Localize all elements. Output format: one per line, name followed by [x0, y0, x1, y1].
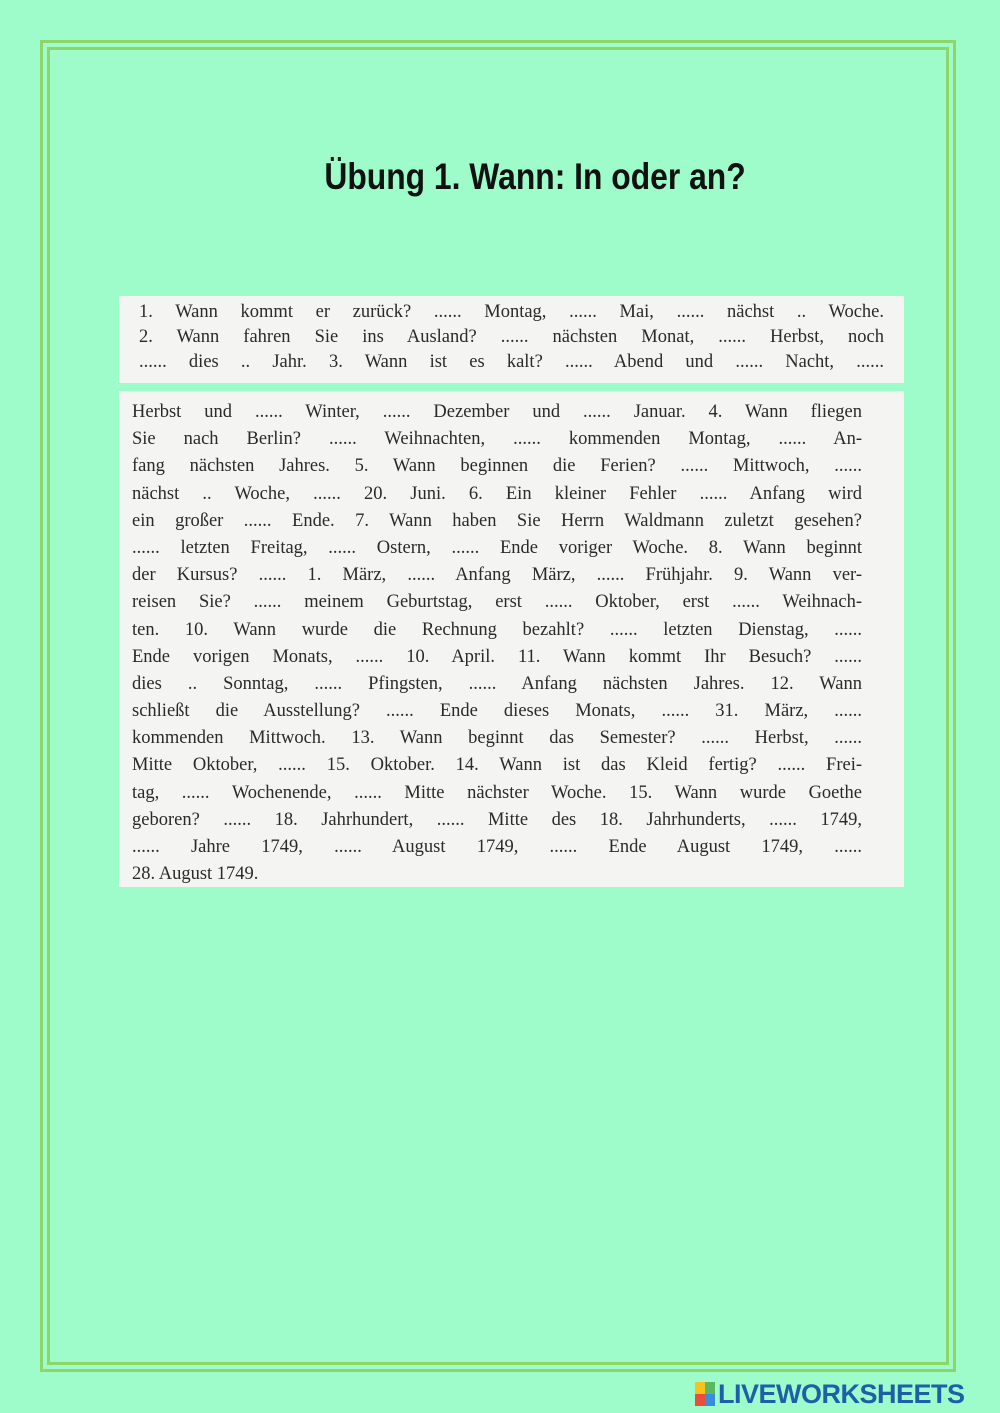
exercise-line: 28. August 1749.: [132, 864, 259, 885]
exercise-line: kommenden Mittwoch. 13. Wann beginnt das Semester? ...... Herbst, ......: [132, 728, 862, 749]
exercise-line: reisen Sie? ...... meinem Geburtstag, erst ...... Oktober, erst ...... Weihnach-: [132, 592, 862, 613]
exercise-line: tag, ...... Wochenende, ...... Mitte nächster Woche. 15. Wann wurde Goethe: [132, 782, 862, 803]
exercise-line: ...... dies .. Jahr. 3. Wann ist es kalt? ...... Abend und ...... Nacht, ......: [139, 352, 884, 372]
exercise-line: Mitte Oktober, ...... 15. Oktober. 14. Wann ist das Kleid fertig? ...... Frei-: [132, 755, 862, 776]
logo-square-blue: [705, 1394, 715, 1406]
exercise-line: 1. Wann kommt er zurück? ...... Montag, ...... Mai, ...... nächst .. Woche.: [139, 302, 884, 322]
exercise-line: geboren? ...... 18. Jahrhundert, ...... Mitte des 18. Jahrhunderts, ...... 1749,: [132, 809, 862, 830]
exercise-line: ten. 10. Wann wurde die Rechnung bezahlt? ...... letzten Dienstag, ......: [132, 619, 862, 640]
exercise-line: Herbst und ...... Winter, ...... Dezember und ...... Januar. 4. Wann fliegen: [132, 402, 862, 422]
exercise-scan-part-1: [119, 296, 904, 383]
exercise-line: der Kursus? ...... 1. März, ...... Anfang März, ...... Frühjahr. 9. Wann ver-: [132, 565, 862, 586]
exercise-line: Ende vorigen Monats, ...... 10. April. 11. Wann kommt Ihr Besuch? ......: [132, 646, 862, 667]
exercise-line: ...... letzten Freitag, ...... Ostern, ...... Ende voriger Woche. 8. Wann beginnt: [132, 537, 862, 558]
exercise-line: Sie nach Berlin? ...... Weihnachten, ...... kommenden Montag, ...... An-: [132, 429, 862, 450]
exercise-line: fang nächsten Jahres. 5. Wann beginnen die Ferien? ...... Mittwoch, ......: [132, 456, 862, 477]
worksheet-title: Übung 1. Wann: In oder an?: [324, 156, 746, 197]
exercise-line: 2. Wann fahren Sie ins Ausland? ...... nächsten Monat, ...... Herbst, noch: [139, 327, 884, 347]
exercise-scan-part-2: [119, 391, 904, 887]
logo-square-green: [705, 1382, 715, 1394]
exercise-line: schließt die Ausstellung? ...... Ende dieses Monats, ...... 31. März, ......: [132, 701, 862, 722]
exercise-line: nächst .. Woche, ...... 20. Juni. 6. Ein kleiner Fehler ...... Anfang wird: [132, 483, 862, 504]
brand-name: LIVEWORKSHEETS: [718, 1378, 965, 1409]
liveworksheets-logo-icon: [695, 1382, 715, 1406]
logo-square-red: [695, 1394, 705, 1406]
exercise-line: dies .. Sonntag, ...... Pfingsten, ...... Anfang nächsten Jahres. 12. Wann: [132, 673, 862, 694]
logo-square-yellow: [695, 1382, 705, 1394]
exercise-line: ein großer ...... Ende. 7. Wann haben Sie Herrn Waldmann zuletzt gesehen?: [132, 510, 862, 531]
liveworksheets-logo[interactable]: [695, 1380, 965, 1408]
exercise-line: ...... Jahre 1749, ...... August 1749, ...... Ende August 1749, ......: [132, 837, 862, 857]
